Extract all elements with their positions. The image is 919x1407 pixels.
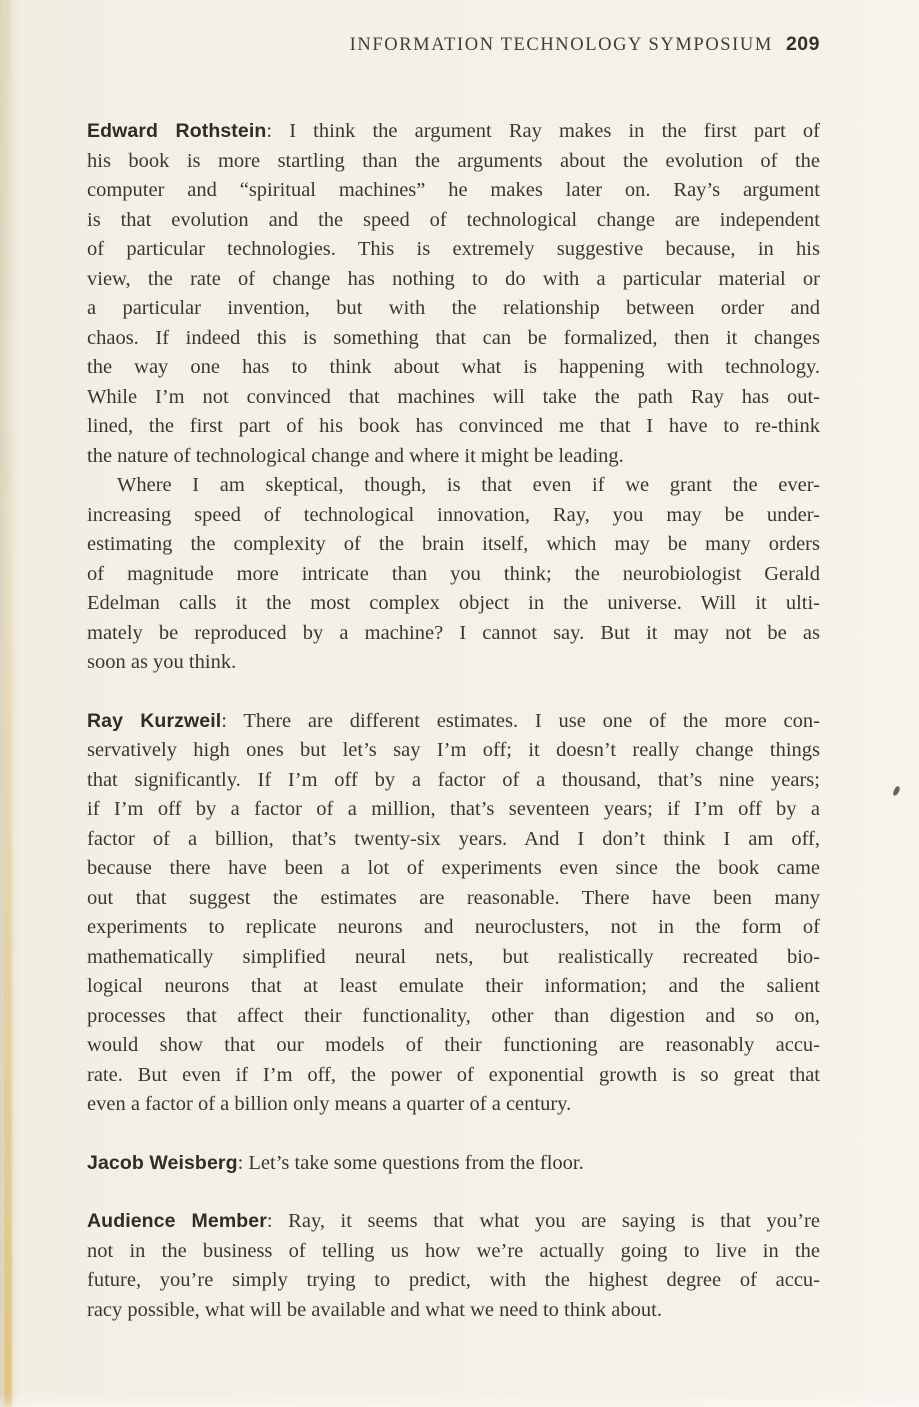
text-line: soon as you think.	[87, 651, 237, 673]
text-line: estimating the complexity of the brain itself, which may be many orders	[87, 533, 820, 555]
text-line: because there have been a lot of experiments even since the book came	[87, 857, 820, 879]
text-line: of magnitude more intricate than you think; the neurobiologist Gerald	[87, 562, 820, 585]
text-line: servatively high ones but let’s say I’m off; it doesn’t really change things	[87, 739, 820, 761]
speaker-name: Jacob Weisberg	[87, 1151, 238, 1174]
text-line: lined, the first part of his book has convinced me that I have to re-think	[87, 415, 820, 437]
text-line: Edward Rothstein: I think the argument Ray makes in the first part of	[87, 120, 820, 142]
text-line: out that suggest the estimates are reasonable. There have been many	[87, 886, 820, 909]
ink-speck-mark	[892, 785, 901, 796]
text-line: computer and “spiritual machines” he makes later on. Ray’s argument	[87, 179, 820, 201]
text-line: that significantly. If I’m off by a factor of a thousand, that’s nine years;	[87, 768, 820, 791]
page-number: 209	[785, 33, 820, 55]
speaker-name: Edward Rothstein	[87, 120, 267, 142]
text-line: the way one has to think about what is happening with technology.	[87, 356, 820, 378]
page-edge-tan-line-top	[5, 0, 10, 492]
speaker-name: Ray Kurzweil	[87, 709, 222, 732]
running-head-title: INFORMATION TECHNOLOGY SYMPOSIUM	[349, 35, 773, 55]
page-bottom-fade	[0, 1393, 919, 1407]
text-line: racy possible, what will be available and what we need to think about.	[87, 1298, 662, 1321]
text-line: even a factor of a billion only means a quarter of a century.	[87, 1093, 572, 1115]
text-line: chaos. If indeed this is something that can be formalized, then it changes	[87, 326, 820, 349]
speaker-name: Audience Member	[87, 1210, 267, 1232]
page-gutter-shadow	[0, 0, 20, 1407]
text-line: the nature of technological change and where it might be leading.	[87, 444, 624, 467]
text-line: Where I am skeptical, though, is that even if we grant the ever-	[117, 474, 820, 496]
text-line: if I’m off by a factor of a million, that’s seventeen years; if I’m off by a	[87, 798, 820, 820]
text-line: a particular invention, but with the relationship between order and	[87, 297, 820, 319]
text-line: view, the rate of change has nothing to do with a particular material or	[87, 267, 820, 290]
text-line: Ray Kurzweil: There are different estimates. I use one of the more con-	[87, 709, 820, 732]
text-line: future, you’re simply trying to predict, with the highest degree of accu-	[87, 1269, 820, 1291]
text-line: mately be reproduced by a machine? I cannot say. But it may not be as	[87, 621, 820, 644]
paragraph	[87, 707, 820, 1120]
text-line: logical neurons that at least emulate their information; and the salient	[87, 975, 820, 997]
text-line: Jacob Weisberg: Let’s take some questions from the floor.	[87, 1151, 584, 1174]
text-line: of particular technologies. This is extremely suggestive because, in his	[87, 238, 820, 260]
paragraph	[87, 1149, 820, 1179]
text-line: increasing speed of technological innovation, Ray, you may be under-	[87, 503, 820, 526]
text-line: factor of a billion, that’s twenty-six years. And I don’t think I am off,	[87, 827, 820, 850]
text-line: While I’m not convinced that machines will take the path Ray has out-	[87, 385, 820, 408]
paragraph	[87, 1207, 820, 1325]
text-line: rate. But even if I’m off, the power of exponential growth is so great that	[87, 1063, 820, 1086]
page-body	[87, 117, 820, 1325]
paragraph	[87, 117, 820, 471]
text-line: not in the business of telling us how we’re actually going to live in the	[87, 1239, 820, 1262]
text-line: experiments to replicate neurons and neuroclusters, not in the form of	[87, 916, 820, 938]
text-line: is that evolution and the speed of technological change are independent	[87, 208, 820, 231]
text-line: would show that our models of their functioning are reasonably accu-	[87, 1034, 820, 1056]
text-line: Edelman calls it the most complex object in the universe. Will it ulti-	[87, 592, 820, 614]
running-head	[87, 33, 820, 57]
paragraph	[87, 471, 820, 678]
text-line: mathematically simplified neural nets, but realistically recreated bio-	[87, 945, 820, 968]
text-line: processes that affect their functionality, other than digestion and so on,	[87, 1004, 820, 1027]
page-edge-tan-line	[4, 422, 12, 1407]
text-line: Audience Member: Ray, it seems that what you are saying is that you’re	[87, 1210, 820, 1232]
text-line: his book is more startling than the arguments about the evolution of the	[87, 149, 820, 172]
